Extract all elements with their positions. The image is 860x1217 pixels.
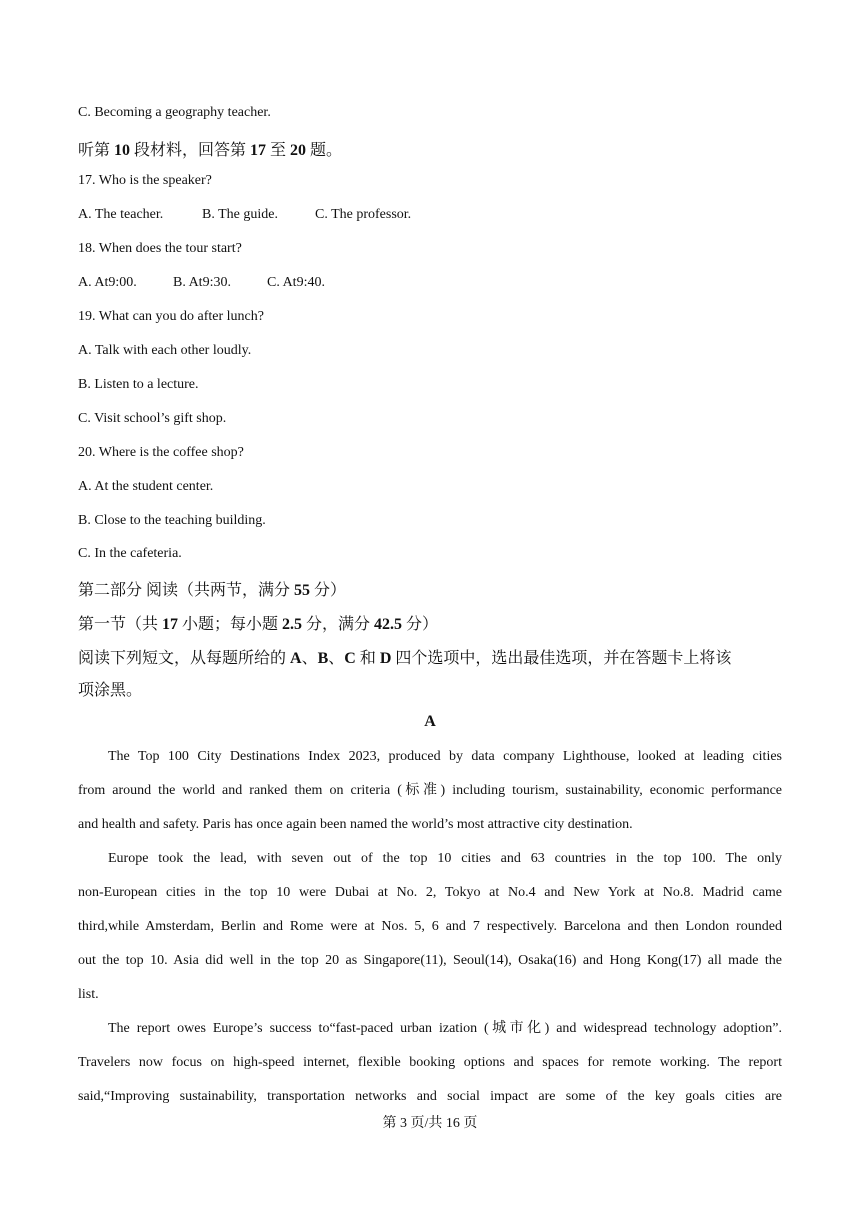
number: 2.5 bbox=[282, 616, 303, 633]
number: 20 bbox=[290, 142, 307, 159]
question-19-option-b: B. Listen to a lecture. bbox=[78, 377, 199, 392]
question-20-option-a: A. At the student center. bbox=[78, 479, 214, 494]
letter: C bbox=[344, 650, 356, 667]
letter: B bbox=[317, 650, 329, 667]
question-19-option-c: C. Visit school’s gift shop. bbox=[78, 411, 227, 426]
text: 第二部分 阅读（共两节，满分 bbox=[78, 582, 295, 599]
text: 第一节（共 bbox=[78, 616, 163, 633]
text: 、 bbox=[301, 650, 318, 667]
text: 题。 bbox=[306, 142, 343, 159]
text: 至 bbox=[266, 142, 291, 159]
option-c: C. The professor. bbox=[315, 207, 412, 222]
text: 听第 bbox=[78, 142, 115, 159]
passage-line: from around the world and ranked them on criteria (标准) including tourism, sustainability, economic performance bbox=[78, 783, 782, 798]
text: 段材料，回答第 bbox=[130, 142, 251, 159]
section-10-instruction bbox=[78, 137, 342, 160]
passage-line: out the top 10. Asia did well in the top 20 as Singapore(11), Seoul(14), Osaka(16) and Hong Kong(17) all made the bbox=[78, 953, 782, 968]
option-c: C. At9:40. bbox=[267, 275, 325, 290]
reading-instruction bbox=[78, 645, 731, 668]
option-b: B. The guide. bbox=[202, 207, 278, 222]
number: 10 bbox=[114, 142, 131, 159]
number: 17 bbox=[250, 142, 267, 159]
passage-paragraph-2 bbox=[78, 842, 782, 1012]
question-17-stem: 17. Who is the speaker? bbox=[78, 173, 212, 188]
letter: A bbox=[290, 650, 302, 667]
passage-line: non-European cities in the top 10 were Dubai at No. 2, Tokyo at No.4 and New York at No.8. Madrid came bbox=[78, 885, 782, 900]
passage-line: and health and safety. Paris has once again been named the world’s most attractive city destination. bbox=[78, 817, 633, 832]
text: 、 bbox=[328, 650, 345, 667]
passage-line: The Top 100 City Destinations Index 2023, produced by data company Lighthouse, looked at leading cities bbox=[108, 749, 782, 764]
passage-title: A bbox=[424, 713, 436, 730]
question-20-option-c: C. In the cafeteria. bbox=[78, 546, 182, 561]
number: 55 bbox=[294, 582, 311, 599]
text: 小题；每小题 bbox=[178, 616, 283, 633]
option-a: A. At9:00. bbox=[78, 275, 137, 290]
passage-line: third,while Amsterdam, Berlin and Rome were at Nos. 5, 6 and 7 respectively. Barcelona and then London rounded bbox=[78, 919, 782, 934]
question-17-options bbox=[78, 207, 411, 223]
text: 分） bbox=[402, 616, 439, 633]
passage-line: The report owes Europe’s success to“fast-paced urban ization (城市化) and widespread technology adoption”. bbox=[108, 1021, 782, 1036]
passage-line: Europe took the lead, with seven out of the top 10 cities and 63 countries in the top 100. The only bbox=[108, 851, 782, 866]
text: 四个选项中，选出最佳选项，并在答题卡上将该 bbox=[391, 650, 732, 667]
reading-instruction-line-2: 项涂黑。 bbox=[78, 682, 143, 699]
text: 阅读下列短文，从每题所给的 bbox=[78, 650, 291, 667]
option-b: B. At9:30. bbox=[173, 275, 231, 290]
question-19-stem: 19. What can you do after lunch? bbox=[78, 309, 264, 324]
passage-paragraph-1 bbox=[78, 740, 782, 842]
text: 分，满分 bbox=[302, 616, 375, 633]
letter: D bbox=[379, 650, 392, 667]
text: 和 bbox=[355, 650, 380, 667]
number: 17 bbox=[162, 616, 179, 633]
question-20-option-b: B. Close to the teaching building. bbox=[78, 513, 266, 528]
question-20-stem: 20. Where is the coffee shop? bbox=[78, 445, 244, 460]
passage-paragraph-3 bbox=[78, 1012, 782, 1114]
option-a: A. The teacher. bbox=[78, 207, 164, 222]
passage-line: said,“Improving sustainability, transportation networks and social impact are some of the key goals cities are bbox=[78, 1089, 782, 1104]
question-18-options bbox=[78, 275, 325, 291]
part-two-section-one-heading bbox=[78, 611, 438, 634]
option-16c: C. Becoming a geography teacher. bbox=[78, 105, 271, 120]
passage-line: list. bbox=[78, 987, 99, 1002]
question-18-stem: 18. When does the tour start? bbox=[78, 241, 242, 256]
question-19-option-a: A. Talk with each other loudly. bbox=[78, 343, 252, 358]
part-two-heading bbox=[78, 577, 346, 600]
number: 42.5 bbox=[374, 616, 403, 633]
page-footer: 第 3 页/共 16 页 bbox=[382, 1116, 478, 1131]
text: 分） bbox=[310, 582, 347, 599]
passage-line: Travelers now focus on high-speed internet, flexible booking options and spaces for remote working. The report bbox=[78, 1055, 782, 1070]
